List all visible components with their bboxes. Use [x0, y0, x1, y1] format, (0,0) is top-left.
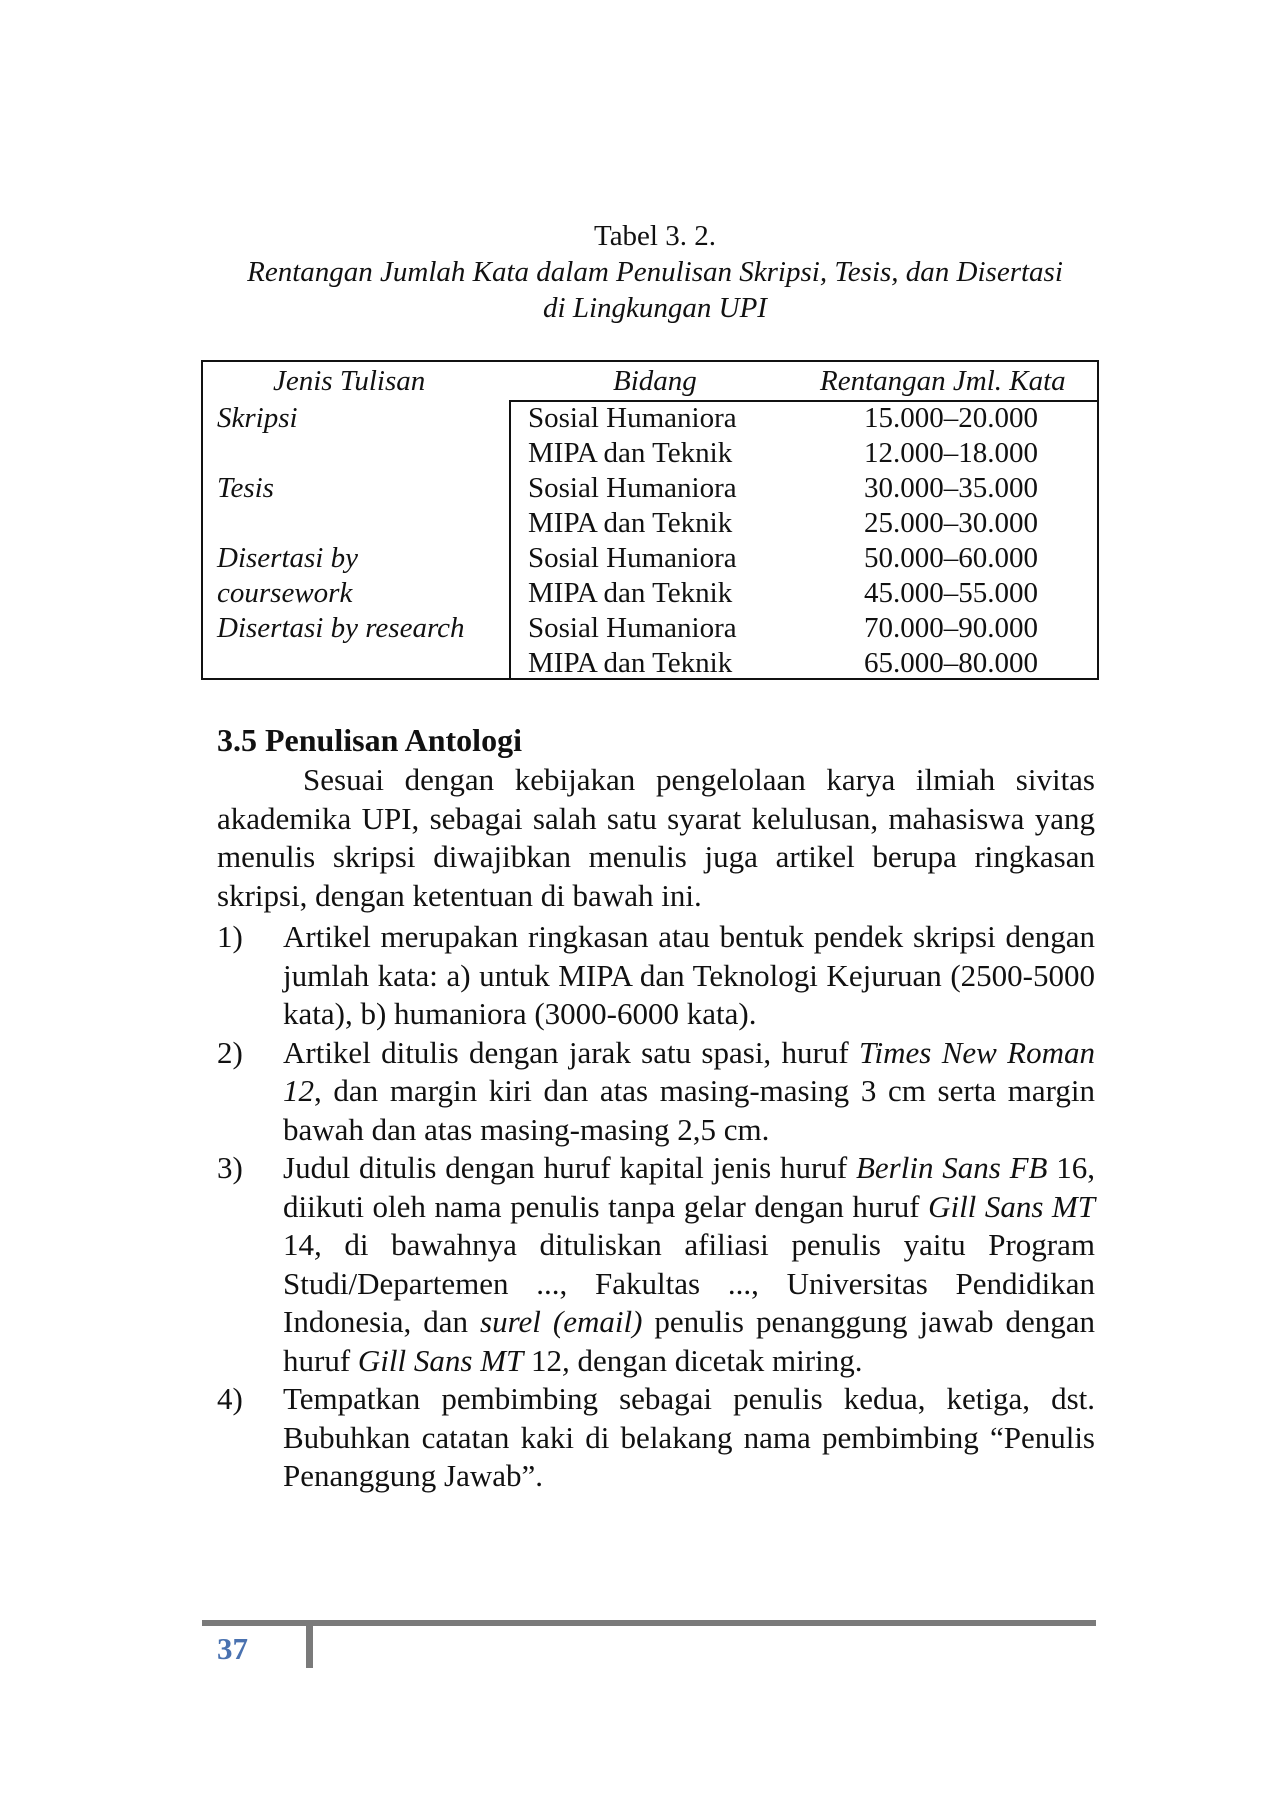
cell-jenis: Disertasi by [217, 542, 358, 574]
cell-rentang: 30.000–35.000 [864, 472, 1038, 504]
font-name-italic: Gill Sans MT [357, 1342, 524, 1378]
italic-comma: , [562, 1342, 570, 1378]
list-item-number: 4) [217, 1381, 243, 1416]
table-row [203, 471, 1097, 506]
header-rentangan: Rentangan Jml. Kata [820, 365, 1066, 397]
table-caption-number: Tabel 3. 2. [594, 220, 716, 252]
list-item-text: Judul ditulis dengan huruf kapital jenis huruf [283, 1150, 856, 1185]
table-row [203, 646, 1097, 681]
font-name-italic: Gill Sans MT [928, 1188, 1095, 1224]
cell-bidang: MIPA dan Teknik [528, 507, 733, 539]
cell-bidang: MIPA dan Teknik [528, 437, 733, 469]
cell-rentang: 70.000–90.000 [864, 612, 1038, 644]
cell-rentang: 45.000–55.000 [864, 577, 1038, 609]
table-row [203, 401, 1097, 436]
cell-rentang: 25.000–30.000 [864, 507, 1038, 539]
cell-bidang: Sosial Humaniora [528, 472, 737, 504]
cell-bidang: MIPA dan Teknik [528, 577, 733, 609]
list-item-text: Tempatkan pembimbing sebagai penulis kedua, ketiga, dst. Bubuhkan catatan kaki di belakang nama pembimbing “Penulis Penanggung Jawab”. [283, 1381, 1095, 1493]
footer-rule [202, 1620, 1096, 1626]
word-range-table [201, 360, 1099, 680]
list-item-number: 2) [217, 1034, 243, 1070]
font-name-italic: Berlin Sans FB [855, 1150, 1048, 1185]
list-item-text: penulis penanggung jawab dengan huruf [283, 1304, 1096, 1378]
list-item-text: di bawahnya dituliskan afiliasi penulis yaitu Program Studi/Departemen ..., Fakultas ..., Universitas Pendidikan Indonesia, dan [283, 1227, 1095, 1339]
list-item [217, 918, 1095, 1034]
table-row [203, 541, 1097, 576]
table-row [203, 611, 1097, 646]
header-bidang: Bidang [613, 365, 697, 397]
page-number: 37 [217, 1631, 248, 1666]
list-item [217, 1380, 1095, 1496]
table-row [203, 436, 1097, 471]
italic-comma: , [314, 1227, 322, 1262]
cell-rentang: 15.000–20.000 [864, 402, 1038, 434]
list-item-number: 3) [217, 1150, 243, 1185]
cell-jenis: Skripsi [217, 402, 298, 434]
list-item-text: , dan margin kiri dan atas masing-masing 3 cm serta margin bawah dan atas masing-masing 2,5 cm. [283, 1073, 1095, 1147]
caption-line-1: Rentangan Jumlah Kata dalam Penulisan Skripsi, Tesis, dan Disertasi [247, 256, 1063, 288]
header-jenis-tulisan: Jenis Tulisan [273, 365, 426, 397]
table-row [203, 506, 1097, 541]
cell-bidang: Sosial Humaniora [528, 612, 737, 644]
intro-text: Sesuai dengan kebijakan pengelolaan karya ilmiah sivitas akademika UPI, sebagai salah satu syarat kelulusan, mahasiswa yang menulis skripsi diwajibkan menulis juga artikel berupa ringkasan skripsi, dengan ketentuan di bawah ini. [217, 762, 1095, 913]
footer-separator [306, 1626, 313, 1668]
list-item-text: 12 [523, 1342, 563, 1378]
section-intro [217, 761, 1095, 915]
list-item-text: 16, diikuti oleh nama penulis tanpa gelar dengan huruf [283, 1150, 1096, 1224]
cell-bidang: MIPA dan Teknik [528, 647, 733, 679]
section-heading: 3.5 Penulisan Antologi [217, 722, 522, 758]
email-italic: surel (email) [480, 1304, 643, 1339]
list-item-text: 14 [283, 1227, 314, 1262]
list-item [217, 1149, 1095, 1380]
list-item-text: Artikel ditulis dengan jarak satu spasi, huruf [283, 1034, 860, 1070]
list-item [217, 1034, 1095, 1150]
caption-line-2: di Lingkungan UPI [543, 292, 767, 324]
cell-rentang: 12.000–18.000 [864, 437, 1038, 469]
list-item-number: 1) [217, 919, 243, 954]
cell-rentang: 50.000–60.000 [864, 542, 1038, 574]
cell-jenis: Tesis [217, 472, 274, 504]
cell-jenis: Disertasi by research [217, 612, 465, 644]
table-row [203, 576, 1097, 611]
table-caption-title [0, 254, 1269, 326]
cell-rentang: 65.000–80.000 [864, 647, 1038, 679]
cell-bidang: Sosial Humaniora [528, 542, 737, 574]
font-name-italic: Times New Roman 12 [283, 1034, 1095, 1108]
list-item-text: dengan dicetak miring. [569, 1342, 863, 1378]
cell-bidang: Sosial Humaniora [528, 402, 737, 434]
cell-jenis: coursework [217, 577, 353, 609]
list-item-text: Artikel merupakan ringkasan atau bentuk pendek skripsi dengan jumlah kata: a) untuk MIPA dan Teknologi Kejuruan (2500-5000 kata), b) humaniora (3000-6000 kata). [283, 919, 1095, 1031]
requirements-list [217, 918, 1095, 1496]
